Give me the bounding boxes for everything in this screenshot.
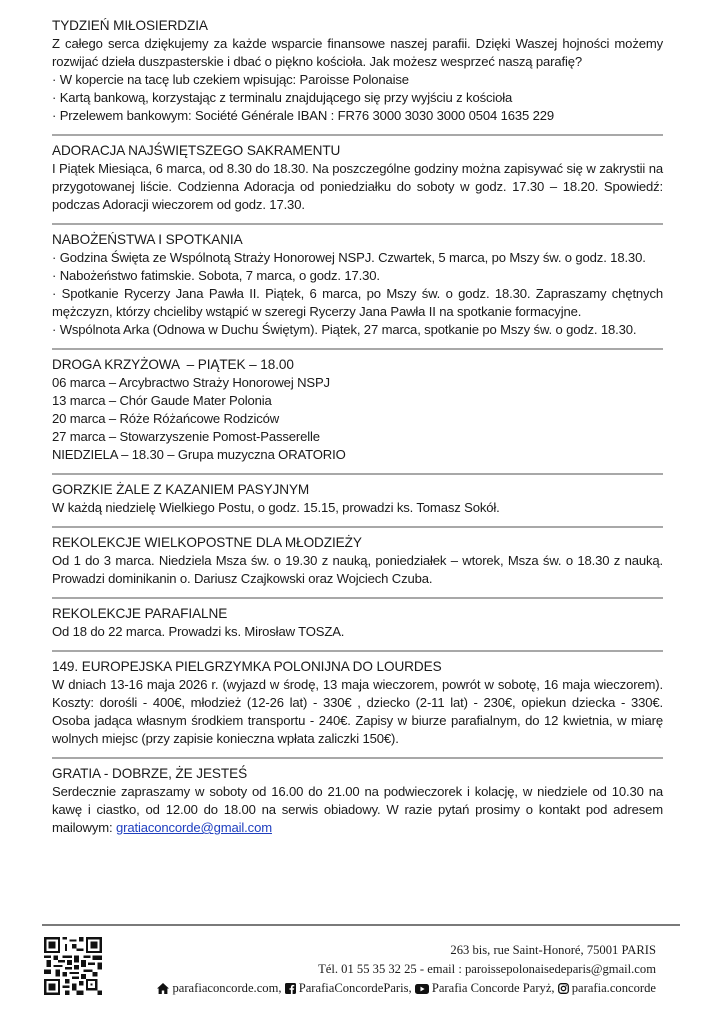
youtube-link[interactable]: Parafia Concorde Paryż, xyxy=(431,981,555,995)
section-body xyxy=(52,783,663,837)
schedule-item: 27 marca – Stowarzyszenie Pomost-Passerelle xyxy=(52,429,320,444)
footer-contact xyxy=(110,941,656,998)
section-nabozenstwa xyxy=(52,231,663,339)
section-title: 149. EUROPEJSKA PIELGRZYMKA POLONIJNA DO LOURDES xyxy=(52,659,442,674)
section-body: I Piątek Miesiąca, 6 marca, od 8.30 do 18.30. Na poszczególne godziny można zapisywać się w zakrystii na przygotowanej liście. Codzienna Adoracja od poniedziałku do soboty w godz. 17.30 – 18.20. Spowiedź: podczas Adoracji wieczorem od godz. 17.30. xyxy=(52,161,663,212)
bulletin-content xyxy=(52,17,663,837)
divider xyxy=(52,223,663,225)
section-title: REKOLEKCJE PARAFIALNE xyxy=(52,606,228,621)
footer-social xyxy=(110,979,656,998)
section-title: ADORACJA NAJŚWIĘTSZEGO SAKRAMENTU xyxy=(52,143,341,158)
section-title: DROGA KRZYŻOWA – PIĄTEK – 18.00 xyxy=(52,357,294,372)
footer-phone-email: Tél. 01 55 35 32 25 - email : paroissepolonaisedeparis@gmail.com xyxy=(318,962,656,976)
section-adoracja xyxy=(52,142,663,214)
footer-address: 263 bis, rue Saint-Honoré, 75001 PARIS xyxy=(450,943,656,957)
section-gratia xyxy=(52,765,663,837)
section-body: Od 1 do 3 marca. Niedziela Msza św. o 19.30 z nauką, poniedziałek – wtorek, Msza św. o 18.30 z nauką. Prowadzi dominikanin o. Dariusz Czajkowski oraz Wojciech Czuba. xyxy=(52,553,663,586)
schedule-item: NIEDZIELA – 18.30 – Grupa muzyczna ORATORIO xyxy=(52,447,346,462)
section-pielgrzymka xyxy=(52,658,663,748)
divider xyxy=(52,526,663,528)
gratia-email-link[interactable]: gratiaconcorde@gmail.com xyxy=(115,820,272,835)
section-rekolekcje-parafialne xyxy=(52,605,663,641)
section-droga-krzyzowa xyxy=(52,356,663,464)
schedule-item: 13 marca – Chór Gaude Mater Polonia xyxy=(52,393,272,408)
section-title: GRATIA - DOBRZE, ŻE JESTEŚ xyxy=(52,766,248,781)
section-body: W dniach 13-16 maja 2026 r. (wyjazd w środę, 13 maja wieczorem, powrót w sobotę, 16 maja wieczorem). Koszty: dorośli - 400€, młodzież (12-26 lat) - 330€ , dziecko (2-11 lat) - 230€, opiekun dziecka - 330€. Osoba jadąca własnym środkiem transportu - 240€. Zapisy w biurze parafialnym, do 12 kwietnia, w miarę wolnych miejsc (przy zapisie konieczna wpłata zaliczki 150€). xyxy=(52,677,663,746)
facebook-icon xyxy=(285,983,296,994)
section-body: Od 18 do 22 marca. Prowadzi ks. Mirosław TOSZA. xyxy=(52,624,345,639)
divider xyxy=(52,757,663,759)
section-body: Z całego serca dziękujemy za każde wsparcie finansowe naszej parafii. Dzięki Waszej hojności możemy rozwijać dzieła duszpasterskie i dbać o piękno kościoła. Jak możesz wesprzeć naszą parafię? xyxy=(52,36,663,69)
list-item: · Przelewem bankowym: Société Générale IBAN : FR76 3000 3030 3000 0504 1635 229 xyxy=(52,108,555,123)
list-item: · Nabożeństwo fatimskie. Sobota, 7 marca, o godz. 17.30. xyxy=(52,268,380,283)
section-body: W każdą niedzielę Wielkiego Postu, o godz. 15.15, prowadzi ks. Tomasz Sokół. xyxy=(52,500,500,515)
section-title: TYDZIEŃ MIŁOSIERDZIA xyxy=(52,18,208,33)
section-title: REKOLEKCJE WIELKOPOSTNE DLA MŁODZIEŻY xyxy=(52,535,362,550)
section-rekolekcje-mlodziez xyxy=(52,534,663,588)
divider xyxy=(52,348,663,350)
website-link[interactable]: parafiaconcorde.com, xyxy=(172,981,282,995)
list-item: · Wspólnota Arka (Odnowa w Duchu Świętym). Piątek, 27 marca, spotkanie po Mszy św. o godz. 18.30. xyxy=(52,322,637,337)
schedule-item: 20 marca – Róże Różańcowe Rodziców xyxy=(52,411,280,426)
section-tydzien-milosierdzia xyxy=(52,17,663,125)
schedule-item: 06 marca – Arcybractwo Straży Honorowej NSPJ xyxy=(52,375,330,390)
section-title: NABOŻEŃSTWA I SPOTKANIA xyxy=(52,232,243,247)
list-item: · Kartą bankową, korzystając z terminalu znajdującego się przy wyjściu z kościoła xyxy=(52,90,513,105)
instagram-icon xyxy=(558,983,569,994)
divider xyxy=(52,650,663,652)
section-gorzkie-zale xyxy=(52,481,663,517)
list-item: · Spotkanie Rycerzy Jana Pawła II. Piątek, 6 marca, po Mszy św. o godz. 18.30. Zapraszamy chętnych mężczyzn, którzy chcieliby wstąpić w szeregi Rycerzy Jana Pawła II na spotkanie formacyjne. xyxy=(52,286,663,319)
list-item: · Godzina Święta ze Wspólnotą Straży Honorowej NSPJ. Czwartek, 5 marca, po Mszy św. o godz. 18.30. xyxy=(52,250,646,265)
list-item: · W kopercie na tacę lub czekiem wpisując: Paroisse Polonaise xyxy=(52,72,409,87)
divider xyxy=(52,473,663,475)
home-icon xyxy=(157,983,169,994)
divider xyxy=(52,597,663,599)
divider xyxy=(52,134,663,136)
qr-code xyxy=(44,937,102,995)
footer-divider xyxy=(42,924,680,926)
instagram-link[interactable]: parafia.concorde xyxy=(571,981,656,995)
youtube-icon xyxy=(415,984,429,994)
section-title: GORZKIE ŻALE Z KAZANIEM PASYJNYM xyxy=(52,482,310,497)
facebook-link[interactable]: ParafiaConcordeParis, xyxy=(298,981,412,995)
gratia-body-text: Serdecznie zapraszamy w soboty od 16.00 do 21.00 na podwieczorek i kolację, w niedziele od 10.30 na kawę i ciastko, od 12.00 do 18.00 na serwis obiadowy. W razie pytań prosimy o kontakt pod adresem mailowym: xyxy=(52,784,663,835)
